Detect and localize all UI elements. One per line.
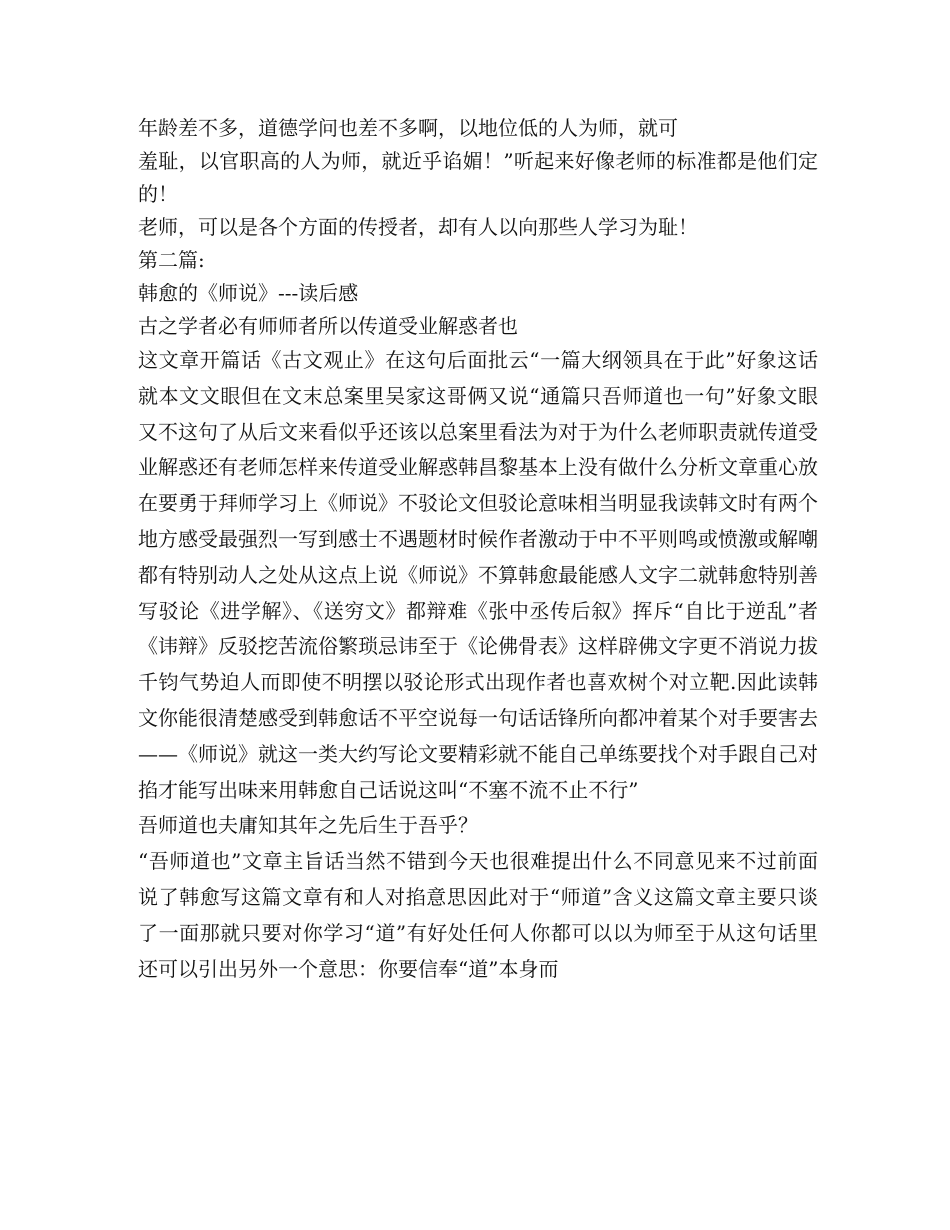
- intro-section: [138, 112, 818, 343]
- main-section: [138, 343, 818, 987]
- body-paragraph-1: 这文章开篇话《古文观止》在这句后面批云“一篇大纲领具在于此”好象这话就本文文眼但在文末总案里吴家这哥俩又说“通篇只吾师道也一句”好象文眼又不这句了从后文来看似乎还该以总案里看法为对于为什么老师职责就传道受业解惑还有老师怎样来传道受业解惑韩昌黎基本上没有做什么分析文章重心放在要勇于拜师学习上《师说》不驳论文但驳论意味相当明显我读韩文时有两个地方感受最强烈一写到感士不遇题材时候作者激动于中不平则鸣或愤激或解嘲都有特别动人之处从这点上说《师说》不算韩愈最能感人文字二就韩愈特别善写驳论《进学解》、《送穷文》都辩难《张中丞传后叙》挥斥“自比于逆乱”者《讳辩》反驳挖苦流俗繁琐忌讳至于《论佛骨表》这样辟佛文字更不消说力拔千钧气势迫人而即使不明摆以驳论形式出现作者也喜欢树个对立靶.因此读韩文你能很清楚感受到韩愈话不平空说每一句话话锋所向都冲着某个对手要害去——《师说》就这一类大约写论文要精彩就不能自己单练要找个对手跟自己对掐才能写出味来用韩愈自己话说这叫“不塞不流不止不行”: [138, 348, 818, 802]
- intro-paragraph-3: 老师，可以是各个方面的传授者，却有人以向那些人学习为耻！: [138, 215, 698, 239]
- document-body: [138, 112, 818, 987]
- quote-line-2: 吾师道也夫庸知其年之先后生于吾乎？: [138, 813, 478, 838]
- quote-line-1: 古之学者必有师师者所以传道受业解惑者也: [138, 314, 518, 338]
- section-heading: 第二篇:: [138, 248, 205, 272]
- intro-paragraph-1: 年龄差不多，道德学问也差不多啊，以地位低的人为师，就可: [138, 116, 678, 140]
- body-paragraph-2: “吾师道也”文章主旨话当然不错到今天也很难提出什么不同意见来不过前面说了韩愈写这篇文章有和人对掐意思因此对于“师道”含义这篇文章主要只谈了一面那就只要对你学习“道”有好处任何人你都可以以为师至于从这句话里还可以引出另外一个意思：你要信奉“道”本身而: [138, 849, 818, 981]
- intro-paragraph-2: 羞耻，以官职高的人为师，就近乎谄媚！”听起来好像老师的标准都是他们定的！: [138, 149, 818, 206]
- article-title: 韩愈的《师说》---读后感: [138, 281, 359, 305]
